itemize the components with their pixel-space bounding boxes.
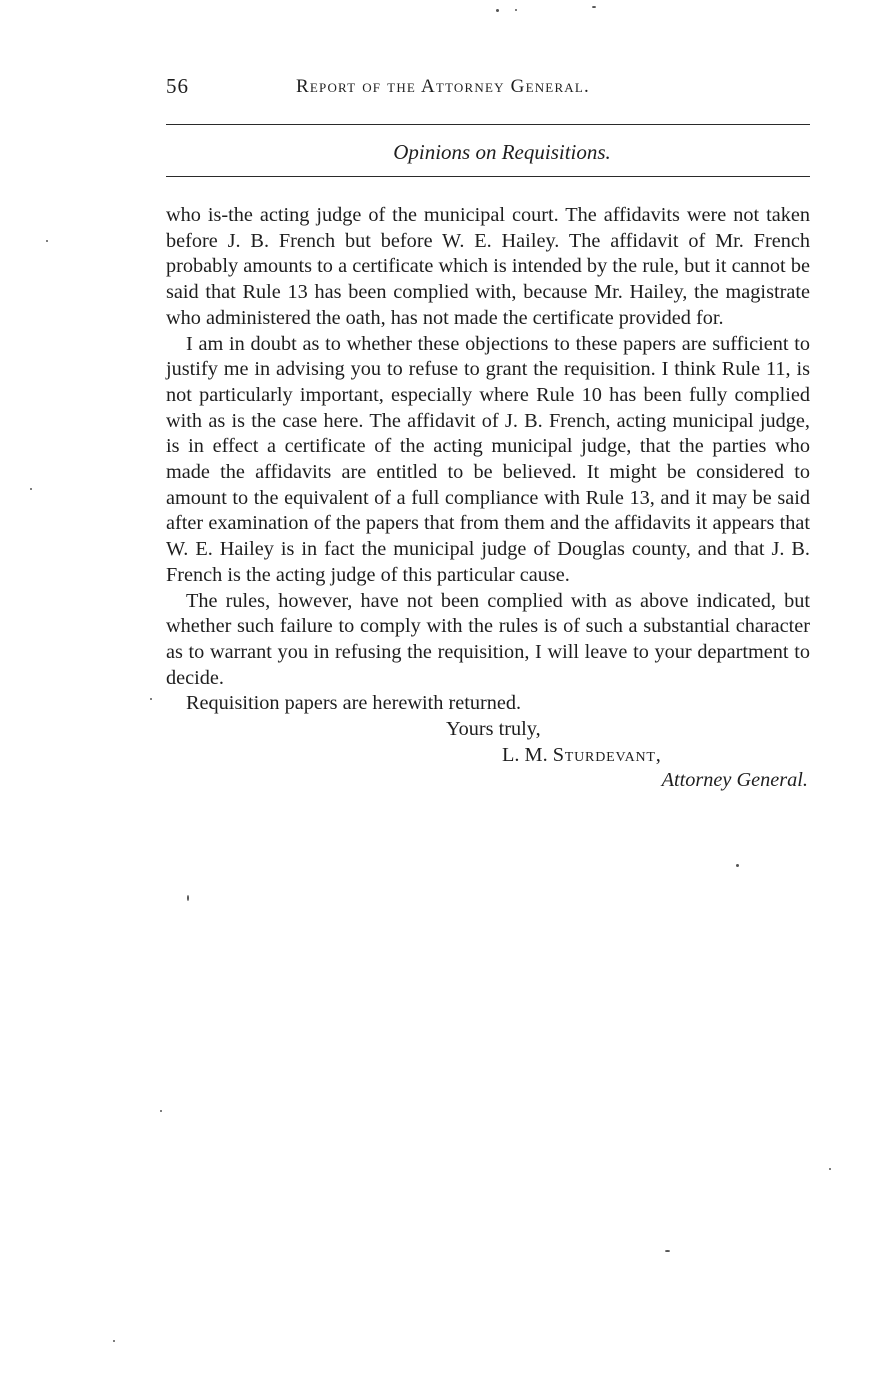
paragraph-rules: The rules, however, have not been complied with as above indicated, but whether such failure to comply with the rules is of such a substantial character as to warrant you in refusing the requisition, I will leave to your department to decide. [166,589,810,689]
scan-speck [515,9,517,11]
section-title: Opinions on Requisitions. [393,140,611,164]
closing-salutation: Yours truly, [446,718,541,741]
header-rule-top [166,124,810,125]
scan-speck [829,1168,831,1170]
scan-speck [160,1110,162,1112]
scan-speck [665,1250,670,1252]
paragraph-continuation: who is-the acting judge of the municipal court. The affidavits were not taken before J. B. French but before W. E. Hailey. The affidavit of Mr. French probably amounts to a certificate which is intended by the rule, but it cannot be said that Rule 13 has been complied with, because Mr. Hailey, the magistrate who administered the oath, has not made the certificate provided for. [166,204,810,329]
signatory-surname: Sturdevant, [552,743,662,766]
scan-speck [592,6,596,8]
header-rule-bottom [166,176,810,177]
scan-speck [187,895,189,901]
page-number: 56 [166,74,189,98]
scan-speck [496,9,499,12]
running-head: Report of the Attorney General. [296,76,590,97]
scan-speck [30,488,32,490]
scan-speck [113,1340,115,1342]
paragraph-returned: Requisition papers are herewith returned. [186,692,522,715]
signatory-title: Attorney General. [661,769,808,792]
scan-speck [736,864,739,867]
signatory-initials: L. M. [502,743,548,766]
letter-body [166,203,810,794]
scan-speck [46,240,48,242]
paragraph-doubt: I am in doubt as to whether these objections to these papers are sufficient to justify me in advising you to refuse to grant the requisition. I think Rule 11, is not particularly important, especially where Rule 10 has been fully complied with as is the case here. The affidavit of J. B. French, acting municipal judge, is in effect a certificate of the acting municipal judge, that the parties who made the affidavits are entitled to be believed. It might be considered to amount to the equivalent of a full compliance with Rule 13, and it may be said after examination of the papers that from them and the affidavits it appears that W. E. Hailey is in fact the municipal judge of Douglas county, and that J. B. French is the acting judge of this particular cause. [166,332,810,586]
letter-closing [166,717,810,794]
scan-speck [150,698,152,700]
signatory-name [166,743,810,769]
